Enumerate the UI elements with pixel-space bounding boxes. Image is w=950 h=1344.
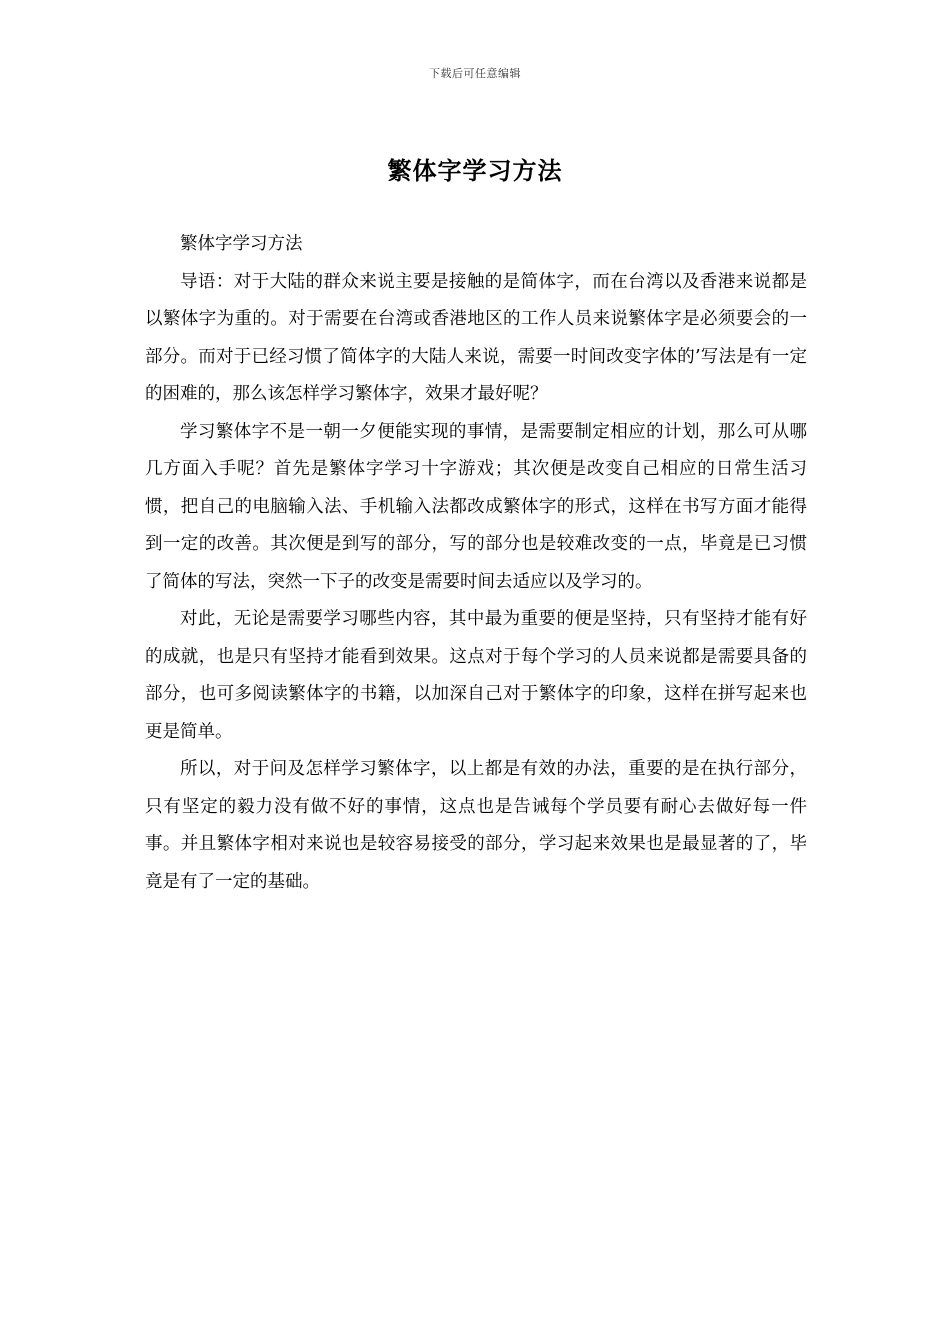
document-body [145, 226, 807, 901]
document-title: 繁体字学习方法 [387, 156, 563, 185]
paragraph-conclusion: 所以，对于问及怎样学习繁体字，以上都是有效的办法，重要的是在执行部分，只有坚定的毅力没有做不好的事情，这点也是告诫每个学员要有耐心去做好每一件事。并且繁体字相对来说也是较容易接受的部分，学习起来效果也是最显著的了，毕竟是有了一定的基础。 [145, 759, 807, 892]
paragraph-intro: 导语：对于大陆的群众来说主要是接触的是简体字，而在台湾以及香港来说都是以繁体字为重的。对于需要在台湾或香港地区的工作人员来说繁体字是必须要会的一部分。而对于已经习惯了简体字的大陆人来说，需要一时间改变字体的’写法是有一定的困难的，那么该怎样学习繁体字，效果才最好呢？ [145, 271, 807, 404]
paragraph-persistence: 对此，无论是需要学习哪些内容，其中最为重要的便是坚持，只有坚持才能有好的成就，也是只有坚持才能看到效果。这点对于每个学习的人员来说都是需要具备的部分，也可多阅读繁体字的书籍，以加深自己对于繁体字的印象，这样在拼写起来也更是简单。 [145, 609, 807, 742]
header-note: 下载后可任意编辑 [429, 67, 521, 80]
paragraph-method: 学习繁体字不是一朝一夕便能实现的事情，是需要制定相应的计划，那么可从哪几方面入手呢？首先是繁体字学习十字游戏；其次便是改变自己相应的日常生活习惯，把自己的电脑输入法、手机输入法都改成繁体字的形式，这样在书写方面才能得到一定的改善。其次便是到写的部分，写的部分也是较难改变的一点，毕竟是已习惯了简体的写法，突然一下子的改变是需要时间去适应以及学习的。 [145, 421, 807, 592]
paragraph-subtitle: 繁体字学习方法 [180, 234, 303, 254]
